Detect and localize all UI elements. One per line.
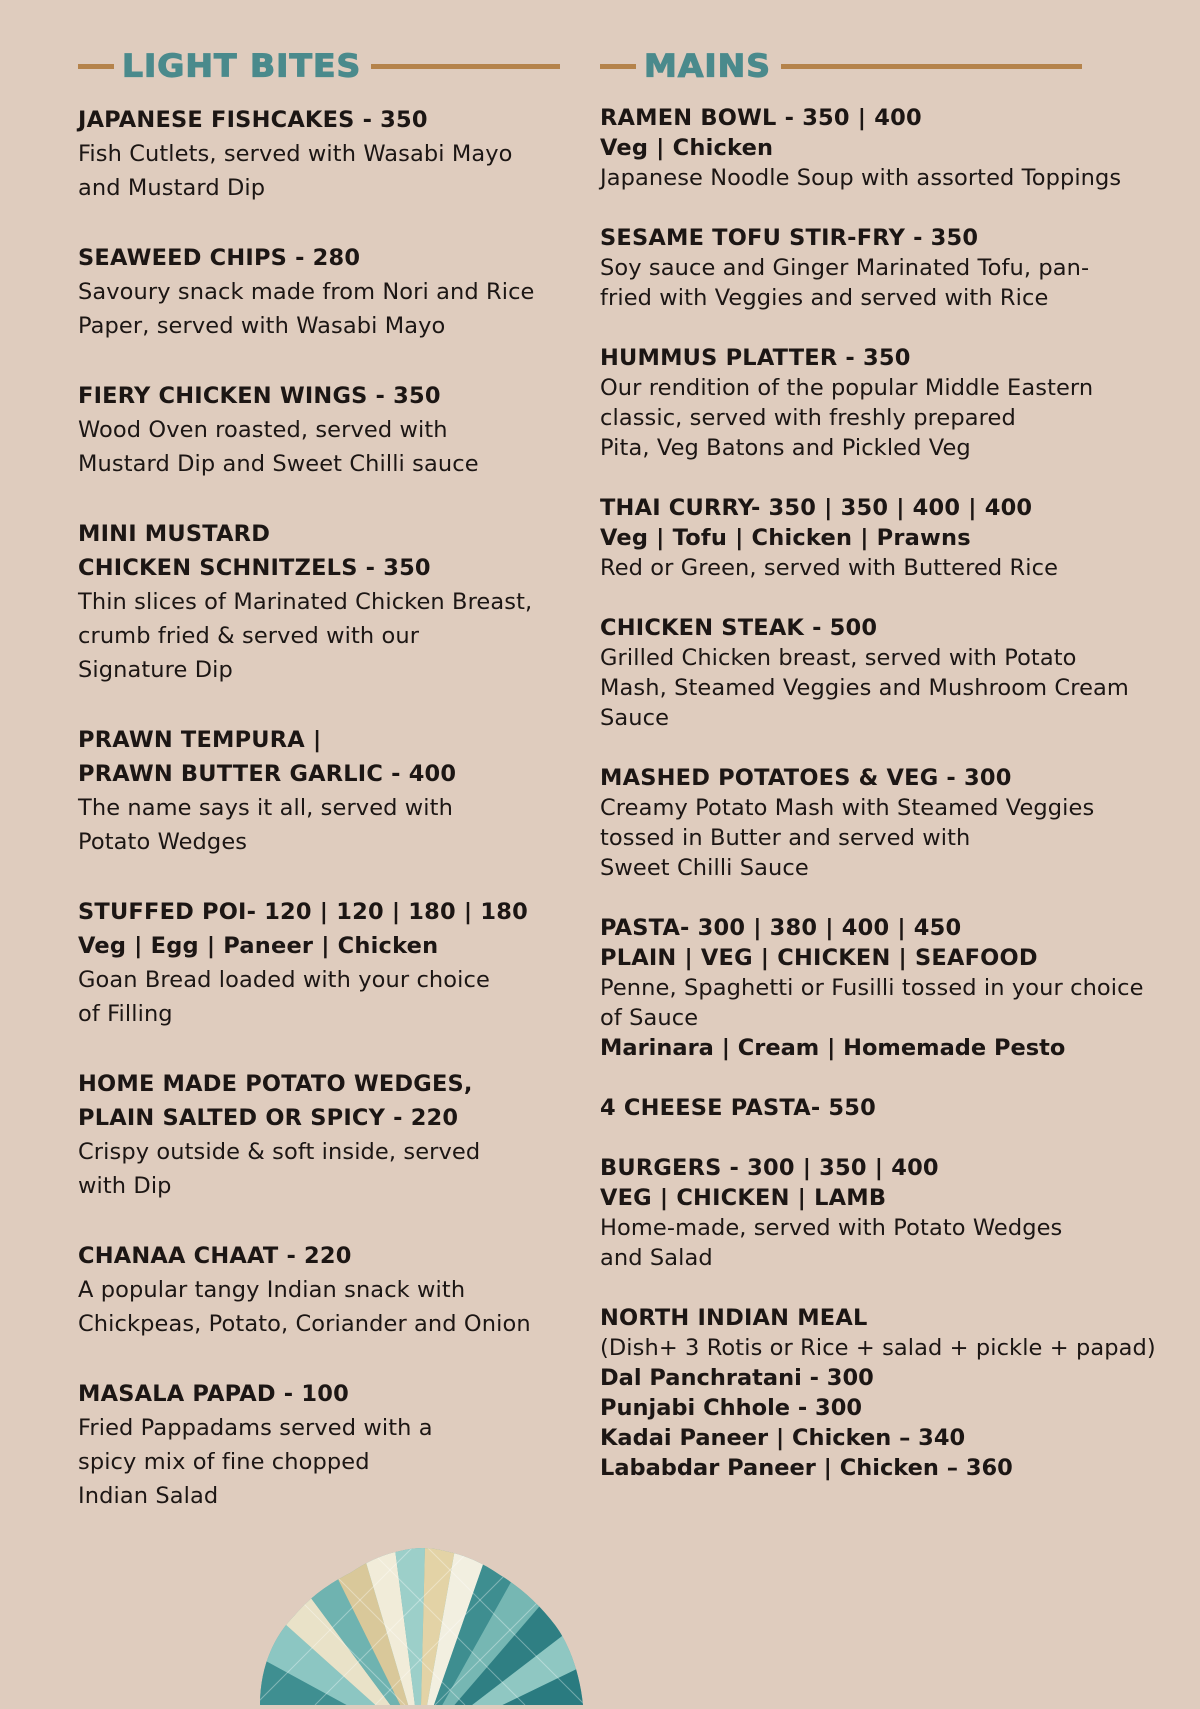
item-description: crumb fried & served with our <box>78 623 420 649</box>
item-description: with Dip <box>78 1173 172 1199</box>
item-name: FIERY CHICKEN WINGS - 350 <box>78 383 441 409</box>
item-description: Wood Oven roasted, served with <box>78 417 448 443</box>
item-name-line: CHICKEN SCHNITZELS - 350 <box>78 555 431 581</box>
item-name: CHANAA CHAAT - 220 <box>78 1243 352 1269</box>
item-description: Signature Dip <box>78 657 233 683</box>
item-description: Our rendition of the popular Middle Eastern <box>600 375 1094 401</box>
light-bites-list <box>78 103 534 1549</box>
item-description: Chickpeas, Potato, Coriander and Onion <box>78 1311 531 1337</box>
menu-item <box>78 1067 534 1203</box>
item-description: The name says it all, served with <box>78 795 453 821</box>
item-name: PASTA- 300 | 380 | 400 | 450 <box>600 915 962 941</box>
item-name-line: PLAIN | VEG | CHICKEN | SEAFOOD <box>600 945 1038 971</box>
item-name: MASHED POTATOES & VEG - 300 <box>600 765 1012 791</box>
item-description: Mustard Dip and Sweet Chilli sauce <box>78 451 479 477</box>
menu-item <box>78 103 534 205</box>
item-description: Grilled Chicken breast, served with Potato <box>600 645 1077 671</box>
item-name: STUFFED POI- 120 | 120 | 180 | 180 <box>78 899 528 925</box>
item-name: MASALA PAPAD - 100 <box>78 1381 349 1407</box>
menu-item <box>600 1093 1156 1123</box>
item-name: NORTH INDIAN MEAL <box>600 1305 868 1331</box>
item-name: HUMMUS PLATTER - 350 <box>600 345 911 371</box>
header-rule-right <box>781 64 1082 69</box>
item-description: Fried Pappadams served with a <box>78 1415 433 1441</box>
menu-item <box>600 343 1156 463</box>
item-option: Punjabi Chhole - 300 <box>600 1395 863 1421</box>
item-description: Goan Bread loaded with your choice <box>78 967 490 993</box>
menu-item <box>78 1239 534 1341</box>
item-description: Sauce <box>600 705 670 731</box>
light-bites-header <box>78 44 560 88</box>
menu-item <box>600 613 1156 733</box>
menu-item <box>600 103 1156 193</box>
item-description: Thin slices of Marinated Chicken Breast, <box>78 589 533 615</box>
menu-item <box>600 913 1156 1063</box>
item-description: of Filling <box>78 1001 173 1027</box>
item-name: BURGERS - 300 | 350 | 400 <box>600 1155 939 1181</box>
item-name-line: VEG | CHICKEN | LAMB <box>600 1185 887 1211</box>
mains-list <box>600 103 1156 1513</box>
header-rule-right <box>371 64 560 69</box>
mains-header <box>600 44 1082 88</box>
item-name: RAMEN BOWL - 350 | 400 <box>600 105 922 131</box>
item-description: (Dish+ 3 Rotis or Rice + salad + pickle + papad) <box>600 1335 1156 1361</box>
item-description: Indian Salad <box>78 1483 219 1509</box>
item-description: Potato Wedges <box>78 829 248 855</box>
menu-item <box>78 517 534 687</box>
item-description: Soy sauce and Ginger Marinated Tofu, pan- <box>600 255 1090 281</box>
item-description: Fish Cutlets, served with Wasabi Mayo <box>78 141 513 167</box>
item-name-line: Veg | Tofu | Chicken | Prawns <box>600 525 971 551</box>
item-name-line: PLAIN SALTED OR SPICY - 220 <box>78 1105 459 1131</box>
item-description: and Salad <box>600 1245 713 1271</box>
item-description: Sweet Chilli Sauce <box>600 855 809 881</box>
item-name: CHICKEN STEAK - 500 <box>600 615 878 641</box>
menu-item <box>78 1377 534 1513</box>
menu-item <box>600 1153 1156 1273</box>
item-description: Savoury snack made from Nori and Rice <box>78 279 535 305</box>
item-description: Mash, Steamed Veggies and Mushroom Cream <box>600 675 1129 701</box>
item-description: Japanese Noodle Soup with assorted Toppings <box>600 165 1122 191</box>
item-name: HOME MADE POTATO WEDGES, <box>78 1071 473 1097</box>
item-name-line: PRAWN BUTTER GARLIC - 400 <box>78 761 457 787</box>
item-description: tossed in Butter and served with <box>600 825 971 851</box>
item-option: Marinara | Cream | Homemade Pesto <box>600 1035 1066 1061</box>
item-description: Penne, Spaghetti or Fusilli tossed in your choice <box>600 975 1144 1001</box>
item-option: Dal Panchratani - 300 <box>600 1365 874 1391</box>
item-name: SEAWEED CHIPS - 280 <box>78 245 361 271</box>
menu-item <box>78 241 534 343</box>
section-title-mains: MAINS <box>644 47 772 85</box>
item-option: Lababdar Paneer | Chicken – 360 <box>600 1455 1013 1481</box>
menu-item <box>78 379 534 481</box>
item-name: PRAWN TEMPURA | <box>78 727 322 753</box>
item-description: Crispy outside & soft inside, served <box>78 1139 481 1165</box>
menu-item <box>600 763 1156 883</box>
item-name: THAI CURRY- 350 | 350 | 400 | 400 <box>600 495 1033 521</box>
item-description: Home-made, served with Potato Wedges <box>600 1215 1063 1241</box>
item-option: Kadai Paneer | Chicken – 340 <box>600 1425 966 1451</box>
header-rule-left <box>78 64 114 69</box>
item-description: classic, served with freshly prepared <box>600 405 1016 431</box>
item-description: Red or Green, served with Buttered Rice <box>600 555 1059 581</box>
menu-item <box>78 895 534 1031</box>
item-name: MINI MUSTARD <box>78 521 271 547</box>
menu-item <box>600 223 1156 313</box>
item-description: Creamy Potato Mash with Steamed Veggies <box>600 795 1095 821</box>
item-name: 4 CHEESE PASTA- 550 <box>600 1095 876 1121</box>
section-title-light-bites: LIGHT BITES <box>122 47 362 85</box>
item-name: JAPANESE FISHCAKES - 350 <box>78 107 428 133</box>
item-description: and Mustard Dip <box>78 175 266 201</box>
scallop-shell-icon <box>255 1545 585 1705</box>
item-name-line: Veg | Chicken <box>600 135 774 161</box>
item-description: spicy mix of fine chopped <box>78 1449 370 1475</box>
item-description: of Sauce <box>600 1005 699 1031</box>
menu-item <box>600 493 1156 583</box>
item-description: fried with Veggies and served with Rice <box>600 285 1049 311</box>
item-name-line: Veg | Egg | Paneer | Chicken <box>78 933 439 959</box>
item-name: SESAME TOFU STIR-FRY - 350 <box>600 225 979 251</box>
header-rule-left <box>600 64 636 69</box>
menu-item <box>78 723 534 859</box>
item-description: A popular tangy Indian snack with <box>78 1277 466 1303</box>
item-description: Pita, Veg Batons and Pickled Veg <box>600 435 971 461</box>
item-description: Paper, served with Wasabi Mayo <box>78 313 446 339</box>
menu-item <box>600 1303 1156 1483</box>
